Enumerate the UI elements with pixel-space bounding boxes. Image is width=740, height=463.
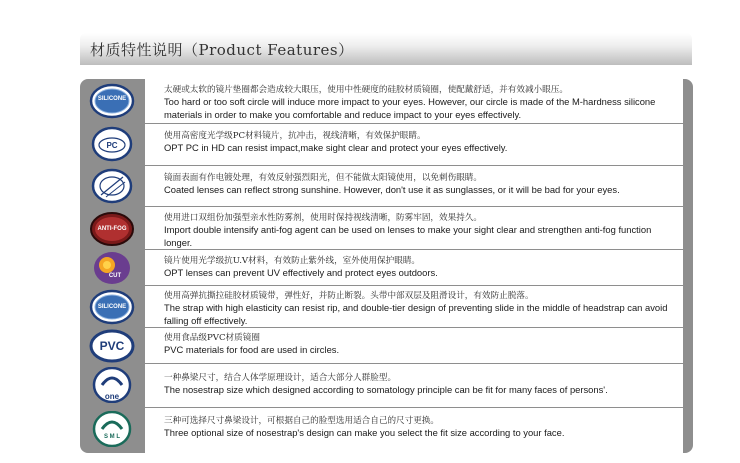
anti-fog-icon-label: ANTI-FOG <box>97 226 127 232</box>
feature-text <box>164 255 669 280</box>
feature-zh: 三种可选择尺寸鼻梁设计，可根据自己的脸型选用适合自己的尺寸更换。 <box>164 416 440 426</box>
feature-text <box>164 130 669 155</box>
feature-zh: 镜面表面有作电镀处理，有效反射强烈阳光，但不能做太阳镜使用，以免刺伤眼睛。 <box>164 173 482 183</box>
section-header <box>80 33 692 65</box>
feature-zh: 使用进口双组份加强型亲水性防雾剂，使用时保持视线清晰，防雾牢固，效果持久。 <box>164 213 482 223</box>
feature-en: PVC materials for food are used in circles. <box>164 344 340 356</box>
feature-text <box>164 172 669 197</box>
nose-strap-sml-icon-label: S M L <box>104 434 120 440</box>
feature-zh: 太硬或太软的镜片垫圈都会造成较大眼压，使用中性硬度的硅胶材质镜圈，使配戴舒适，并有效减小眼压。 <box>164 85 568 95</box>
feature-en: Import double intensify anti-fog agent can be used on lenses to make your sight clear and strengthen anti-fog function longer. <box>164 224 652 248</box>
section-title: 材质特性说明（Product Features） <box>90 41 354 59</box>
row-divider <box>145 407 683 408</box>
nose-strap-one-icon-label: one <box>104 392 120 401</box>
feature-text <box>164 290 669 327</box>
uv-cut-icon <box>89 250 135 286</box>
uv-cut-icon-label: CUT <box>108 273 122 279</box>
feature-text <box>164 212 669 249</box>
row-divider <box>145 285 683 286</box>
feature-text <box>164 84 669 121</box>
feature-zh: 一种鼻梁尺寸，结合人体学原理设计，适合大部分人群脸型。 <box>164 373 397 383</box>
feature-en: OPT PC in HD can resist impact,make sight clear and protect your eyes effectively. <box>164 142 508 154</box>
feature-zh: 镜片使用光学级抗U.V材料，有效防止紫外线，室外使用保护眼睛。 <box>164 256 421 266</box>
row-divider <box>145 123 683 124</box>
features-panel <box>80 79 693 453</box>
silicone-strap-icon-label: SILICONE <box>97 304 127 310</box>
row-divider <box>145 363 683 364</box>
row-divider <box>145 249 683 250</box>
feature-en: OPT lenses can prevent UV effectively and protect eyes outdoors. <box>164 267 438 279</box>
feature-en: The nosestrap size which designed according to somatology principle can be fit for many faces of persons'. <box>164 384 608 396</box>
row-divider <box>145 327 683 328</box>
feature-en: The strap with high elasticity can resist rip, and double-tier design of preventing slide in the middle of headstrap can avoid falling off effectively. <box>164 302 668 326</box>
pc-icon-label: PC <box>106 141 118 150</box>
pvc-icon-label: PVC <box>99 339 125 353</box>
silicone-icon-label: SILICONE <box>97 96 127 102</box>
feature-zh: 使用高密度光学级PC材料镜片，抗冲击，视线清晰，有效保护眼睛。 <box>164 131 426 141</box>
feature-zh: 使用食品级PVC材质镜圈 <box>164 333 260 343</box>
row-divider <box>145 165 683 166</box>
feature-text <box>164 415 669 440</box>
feature-text <box>164 372 669 397</box>
feature-text <box>164 332 669 357</box>
polarized-icon <box>89 168 135 204</box>
feature-en: Three optional size of nosestrap's design can make you select the fit size according to your face. <box>164 427 565 439</box>
feature-en: Too hard or too soft circle will induce more impact to your eyes. However, our circle is made of the M-hardness silicone materials in order to make you comfortable and reduce impact to your eyes effectively. <box>164 96 656 120</box>
feature-en: Coated lenses can reflect strong sunshine. However, don't use it as sunglasses, or it will be bad for your eyes. <box>164 184 620 196</box>
feature-zh: 使用高弹抗撕拉硅胶材质镜带，弹性好，并防止断裂。头带中部双层及阻滑设计，有效防止脱落。 <box>164 291 534 301</box>
row-divider <box>145 206 683 207</box>
nose-strap-sml-icon <box>89 411 135 447</box>
